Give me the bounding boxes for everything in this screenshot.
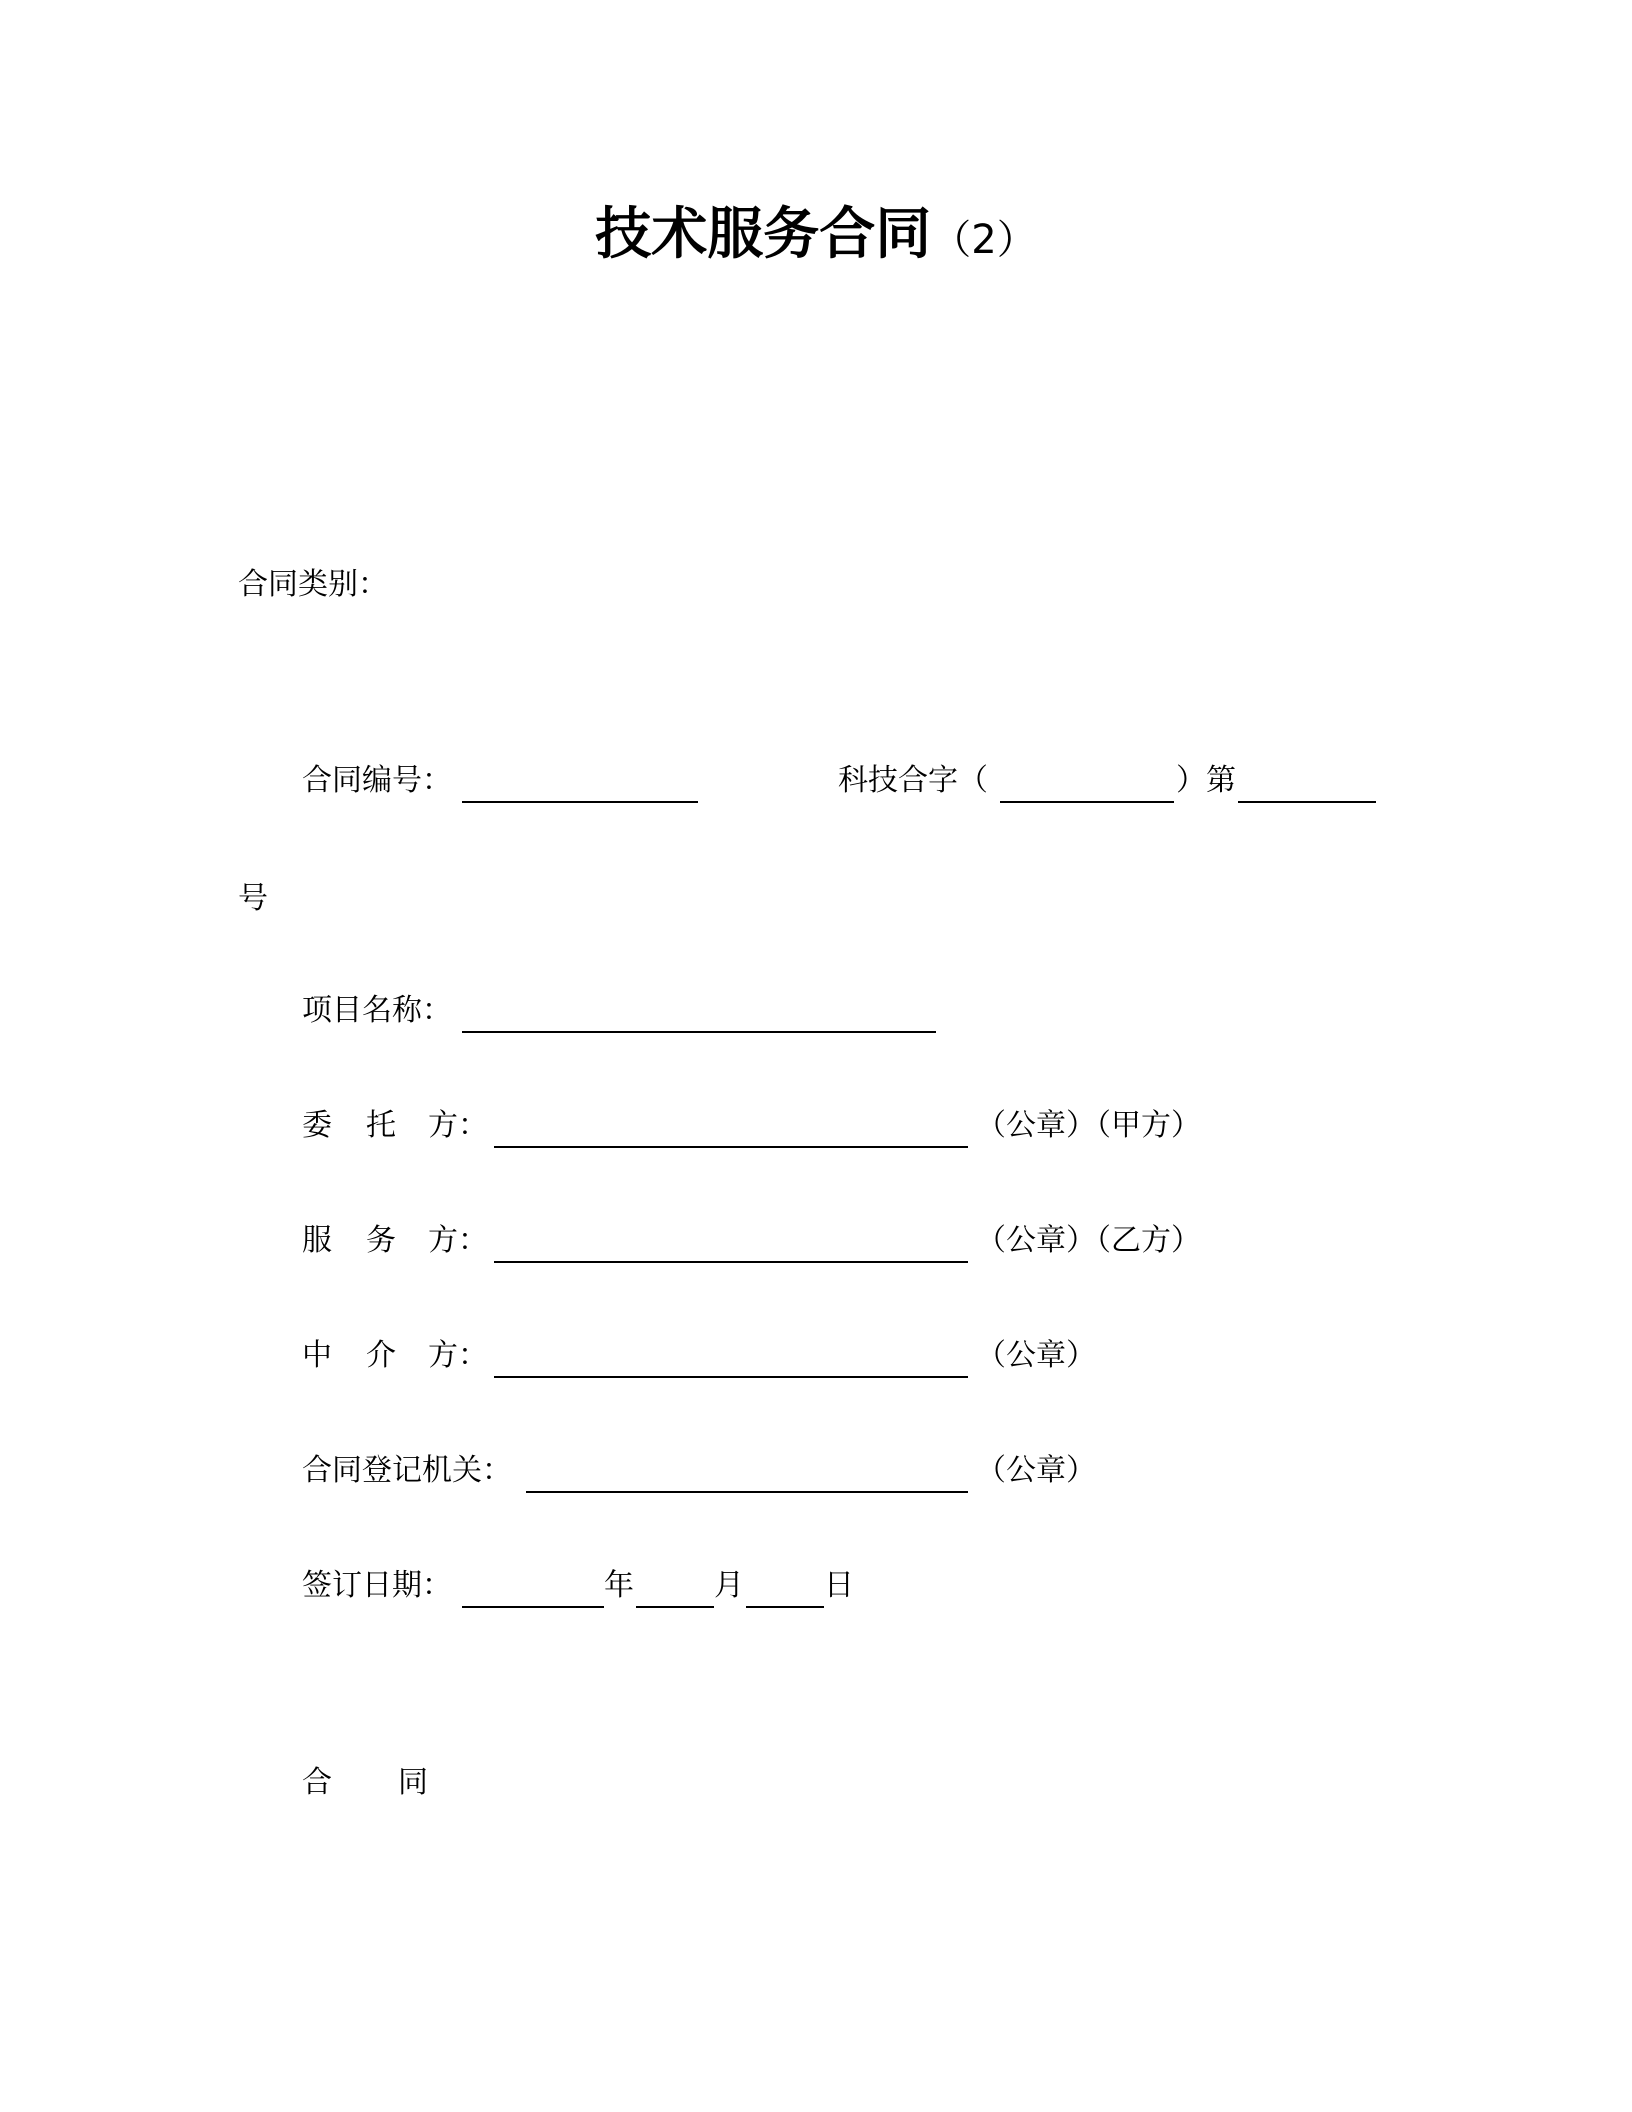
contract-number-hao: 号 [238,881,268,916]
contract-number-field[interactable] [462,801,698,803]
signing-month-field[interactable] [636,1606,714,1608]
project-name-field[interactable] [462,1031,936,1033]
contract-number-label: 合同编号： [302,763,452,798]
service-party-label-char-3: 方： [428,1223,488,1258]
tech-contract-year-field[interactable] [1000,801,1174,803]
contract-category-label: 合同类别： [238,567,388,602]
registration-authority-seal-note: （公章） [976,1453,1096,1488]
service-party-field[interactable] [494,1261,968,1263]
signing-year-field[interactable] [462,1606,604,1608]
footer-char-2: 同 [398,1765,428,1800]
client-label-char-3: 方： [428,1108,488,1143]
footer-char-1: 合 [302,1765,332,1800]
document-title [0,200,1632,275]
intermediary-field[interactable] [494,1376,968,1378]
client-seal-note: （公章）（甲方） [976,1108,1201,1143]
tech-contract-prefix: 科技合字（ [838,763,988,798]
signing-day-unit: 日 [824,1568,854,1603]
registration-authority-field[interactable] [526,1491,968,1493]
client-field[interactable] [494,1146,968,1148]
signing-date-label: 签订日期： [302,1568,452,1603]
signing-day-field[interactable] [746,1606,824,1608]
tech-contract-number-field[interactable] [1238,801,1376,803]
intermediary-label-char-3: 方： [428,1338,488,1373]
registration-authority-label: 合同登记机关： [302,1453,512,1488]
signing-month-unit: 月 [714,1568,744,1603]
intermediary-label-char-1: 中 [302,1338,332,1373]
service-party-label-char-2: 务 [366,1223,396,1258]
intermediary-seal-note: （公章） [976,1338,1096,1373]
service-party-label-char-1: 服 [302,1223,332,1258]
document-title-main: 技术服务合同 [595,202,932,267]
tech-contract-di: ）第 [1176,763,1236,798]
client-label-char-1: 委 [302,1108,332,1143]
document-title-suffix: （2） [931,217,1037,263]
signing-year-unit: 年 [604,1568,634,1603]
service-party-seal-note: （公章）（乙方） [976,1223,1201,1258]
project-name-label: 项目名称： [302,993,452,1028]
intermediary-label-char-2: 介 [366,1338,396,1373]
client-label-char-2: 托 [366,1108,396,1143]
